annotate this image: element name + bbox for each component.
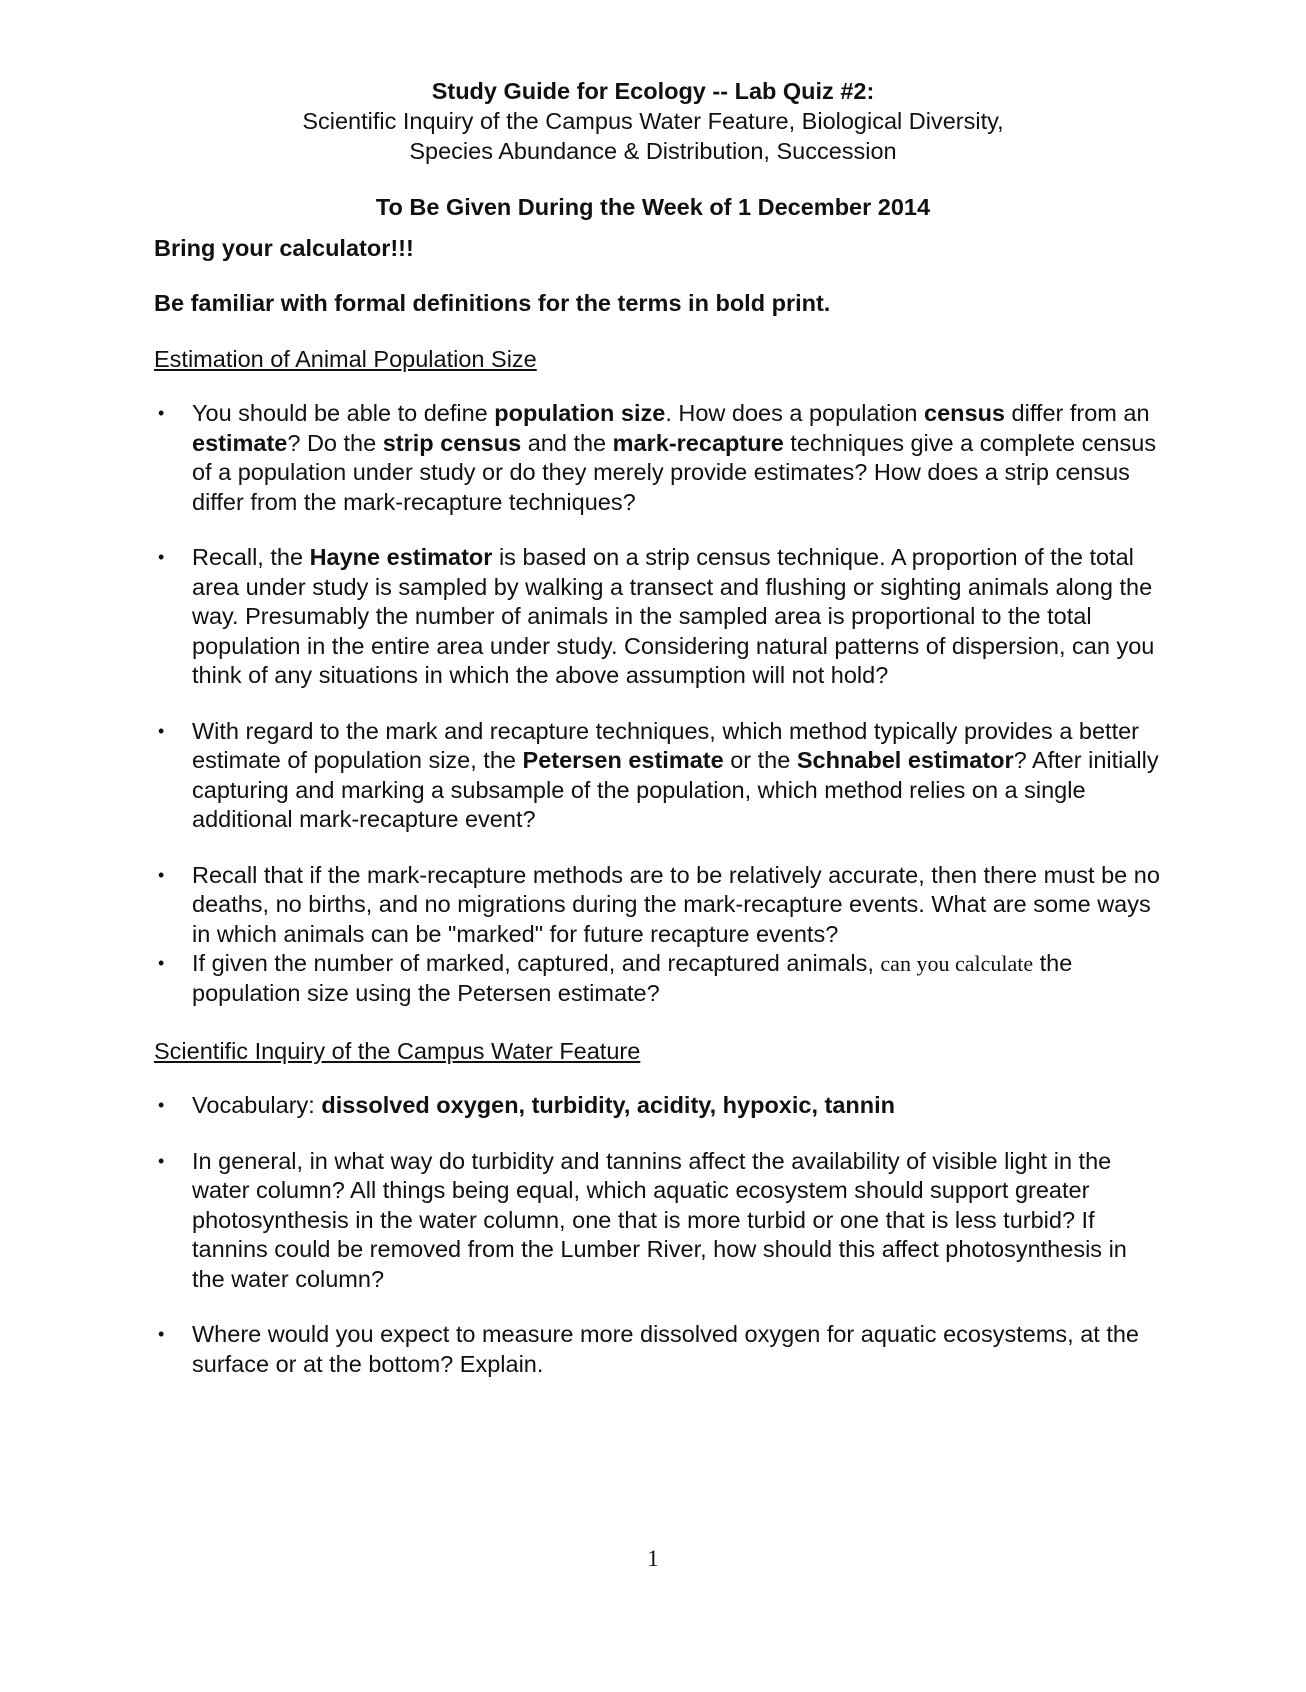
- bullet-list-water-feature: [154, 1091, 1164, 1379]
- definitions-reminder: Be familiar with formal definitions for the terms in bold print.: [154, 290, 831, 316]
- bullet-dot-icon: •: [158, 1095, 165, 1115]
- bold-term: mark-recapture: [612, 429, 784, 456]
- bullet-text: Where would you expect to measure more dissolved oxygen for aquatic ecosystems, at the surface or at the bottom? Explain.: [192, 1321, 1139, 1377]
- bullet-dot-icon: •: [158, 403, 165, 423]
- bold-term: population size: [494, 400, 666, 426]
- bullet-text: and the: [521, 429, 613, 456]
- bold-term: Schnabel estimator: [796, 747, 1014, 773]
- bullet-text: differ from an: [1005, 400, 1150, 426]
- bold-term: dissolved oxygen, turbidity, acidity, hypoxic, tannin: [321, 1092, 896, 1118]
- bullet-text: Recall, the: [192, 544, 310, 570]
- subtitle-line-1: Scientific Inquiry of the Campus Water Feature, Biological Diversity,: [302, 108, 1004, 134]
- bullet-text: ? After initially capturing and marking a subsample of the population, which method relies on a single additional mark-recapture event?: [192, 747, 1159, 832]
- bullet-text: In general, in what way do turbidity and tannins affect the availability of visible light in the water column? All things being equal, which aquatic ecosystem should support greater photosynthesis in the water column, one that is more turbid or one that is less turbid? If tannins could be removed from the Lumber River, how should this affect photosynthesis in the water column?: [192, 1147, 1127, 1292]
- bullet-text: can you calculate: [880, 951, 1034, 976]
- bullet-text: is based on a strip census technique. A proportion of the total area under study is sampled by walking a transect and flushing or sighting animals along the way. Presumably the number of animals in the sampled area is proportional to the total population in the entire area under study. Considering natural patterns of dispersion, can you think of any situations in which the above assumption will not hold?: [192, 544, 1155, 688]
- bullet-text: ? Do the: [287, 429, 383, 456]
- bullet-dot-icon: •: [158, 953, 165, 973]
- bullet-dot-icon: •: [158, 864, 165, 885]
- bullet-item: [154, 543, 1164, 691]
- bullet-item: [154, 717, 1164, 835]
- page-title: Study Guide for Ecology -- Lab Quiz #2:: [431, 78, 875, 104]
- bullet-item: [154, 861, 1164, 950]
- calculator-reminder: Bring your calculator!!!: [154, 235, 414, 261]
- bold-term: census: [924, 400, 1005, 426]
- page-number: 1: [647, 1546, 659, 1571]
- bullet-text: the population size using the Petersen estimate?: [192, 950, 1073, 1006]
- bullet-dot-icon: •: [158, 1150, 165, 1171]
- bullet-item: [154, 949, 1164, 1008]
- bold-term: Hayne estimator: [309, 544, 493, 570]
- bullet-dot-icon: •: [158, 1324, 165, 1344]
- bullet-text: With regard to the mark and recapture techniques, which method typically provides a better estimate of population size, the: [192, 717, 1140, 773]
- section-heading-population: Estimation of Animal Population Size: [154, 346, 537, 372]
- bullet-text: Recall that if the mark-recapture methods are to be relatively accurate, then there must be no deaths, no births, and no migrations during the mark-recapture events. What are some ways in which animals can be "marked" for future recapture events?: [192, 861, 1160, 947]
- quiz-date: To Be Given During the Week of 1 December 2014: [375, 194, 931, 220]
- bullet-dot-icon: •: [158, 547, 165, 567]
- bullet-dot-icon: •: [158, 720, 165, 741]
- bullet-text: You should be able to define: [192, 400, 495, 426]
- bold-term: strip census: [382, 429, 522, 456]
- bullet-list-population: [154, 399, 1164, 1008]
- bullet-item: [154, 1320, 1164, 1379]
- bullet-text: techniques give a complete census of a population under study or do they merely provide estimates? How does a strip census differ from the mark-recapture techniques?: [192, 429, 1157, 515]
- bullet-item: [154, 1147, 1164, 1295]
- bullet-item: [154, 399, 1164, 517]
- bold-term: Petersen estimate: [522, 747, 724, 773]
- title-block: [0, 76, 1306, 166]
- subtitle-line-2: Species Abundance & Distribution, Succession: [409, 138, 897, 164]
- bullet-text: If given the number of marked, captured, and recaptured animals,: [192, 950, 881, 976]
- bullet-item: [154, 1091, 1164, 1121]
- bullet-text: or the: [723, 747, 797, 773]
- section-heading-water-feature: Scientific Inquiry of the Campus Water Feature: [154, 1038, 641, 1064]
- bullet-text: Vocabulary:: [192, 1092, 322, 1118]
- bullet-text: . How does a population: [665, 400, 924, 426]
- bold-term: estimate: [192, 429, 288, 456]
